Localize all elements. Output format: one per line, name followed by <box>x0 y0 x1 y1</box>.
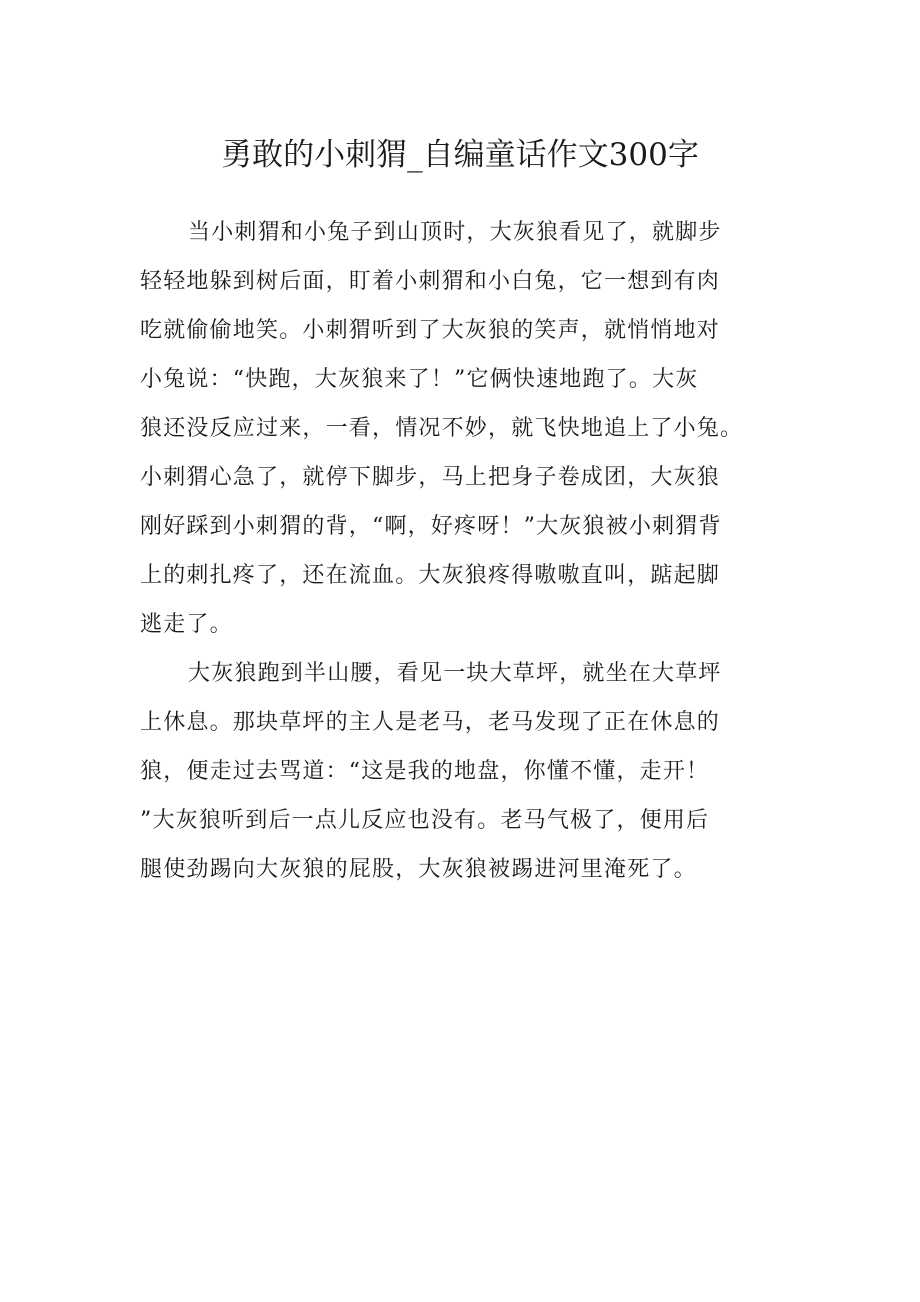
paragraph-1-line-1: 当小刺猬和小兔子到山顶时，大灰狼看见了，就脚步 <box>188 220 722 245</box>
paragraph-1-line-7: 刚好踩到小刺猬的背，“啊，好疼呀！”大灰狼被小刺猬背 <box>140 514 722 539</box>
paragraph-1-line-8: 上的刺扎疼了，还在流血。大灰狼疼得嗷嗷直叫，踮起脚 <box>140 563 721 588</box>
paragraph-2-line-5: 腿使劲踢向大灰狼的屁股，大灰狼被踢进河里淹死了。 <box>140 857 697 882</box>
paragraph-2-line-2: 上休息。那块草坪的主人是老马，老马发现了正在休息的 <box>140 710 721 735</box>
paragraph-2-line-3: 狼，便走过去骂道：“这是我的地盘，你懂不懂，走开！ <box>140 759 710 784</box>
paragraph-1-line-6: 小刺猬心急了，就停下脚步，马上把身子卷成团，大灰狼 <box>140 465 721 490</box>
paragraph-2-line-4: ”大灰狼听到后一点儿反应也没有。老马气极了，便用后 <box>140 808 710 833</box>
article-body <box>140 212 780 898</box>
paragraph-1-line-5: 狼还没反应过来，一看，情况不妙，就飞快地追上了小兔。 <box>140 416 744 441</box>
paragraph-1-line-4: 小兔说：“快跑，大灰狼来了！”它俩快速地跑了。大灰 <box>140 367 699 392</box>
paragraph-1-line-3: 吃就偷偷地笑。小刺猬听到了大灰狼的笑声，就悄悄地对 <box>140 318 721 343</box>
paragraph-2-line-1: 大灰狼跑到半山腰，看见一块大草坪，就坐在大草坪 <box>188 661 722 686</box>
page-title: 勇敢的小刺猬_自编童话作文300字 <box>221 136 699 173</box>
paragraph-1-line-9: 逃走了。 <box>140 612 233 637</box>
paragraph-1-line-2: 轻轻地躲到树后面，盯着小刺猬和小白兔，它一想到有肉 <box>140 269 721 294</box>
